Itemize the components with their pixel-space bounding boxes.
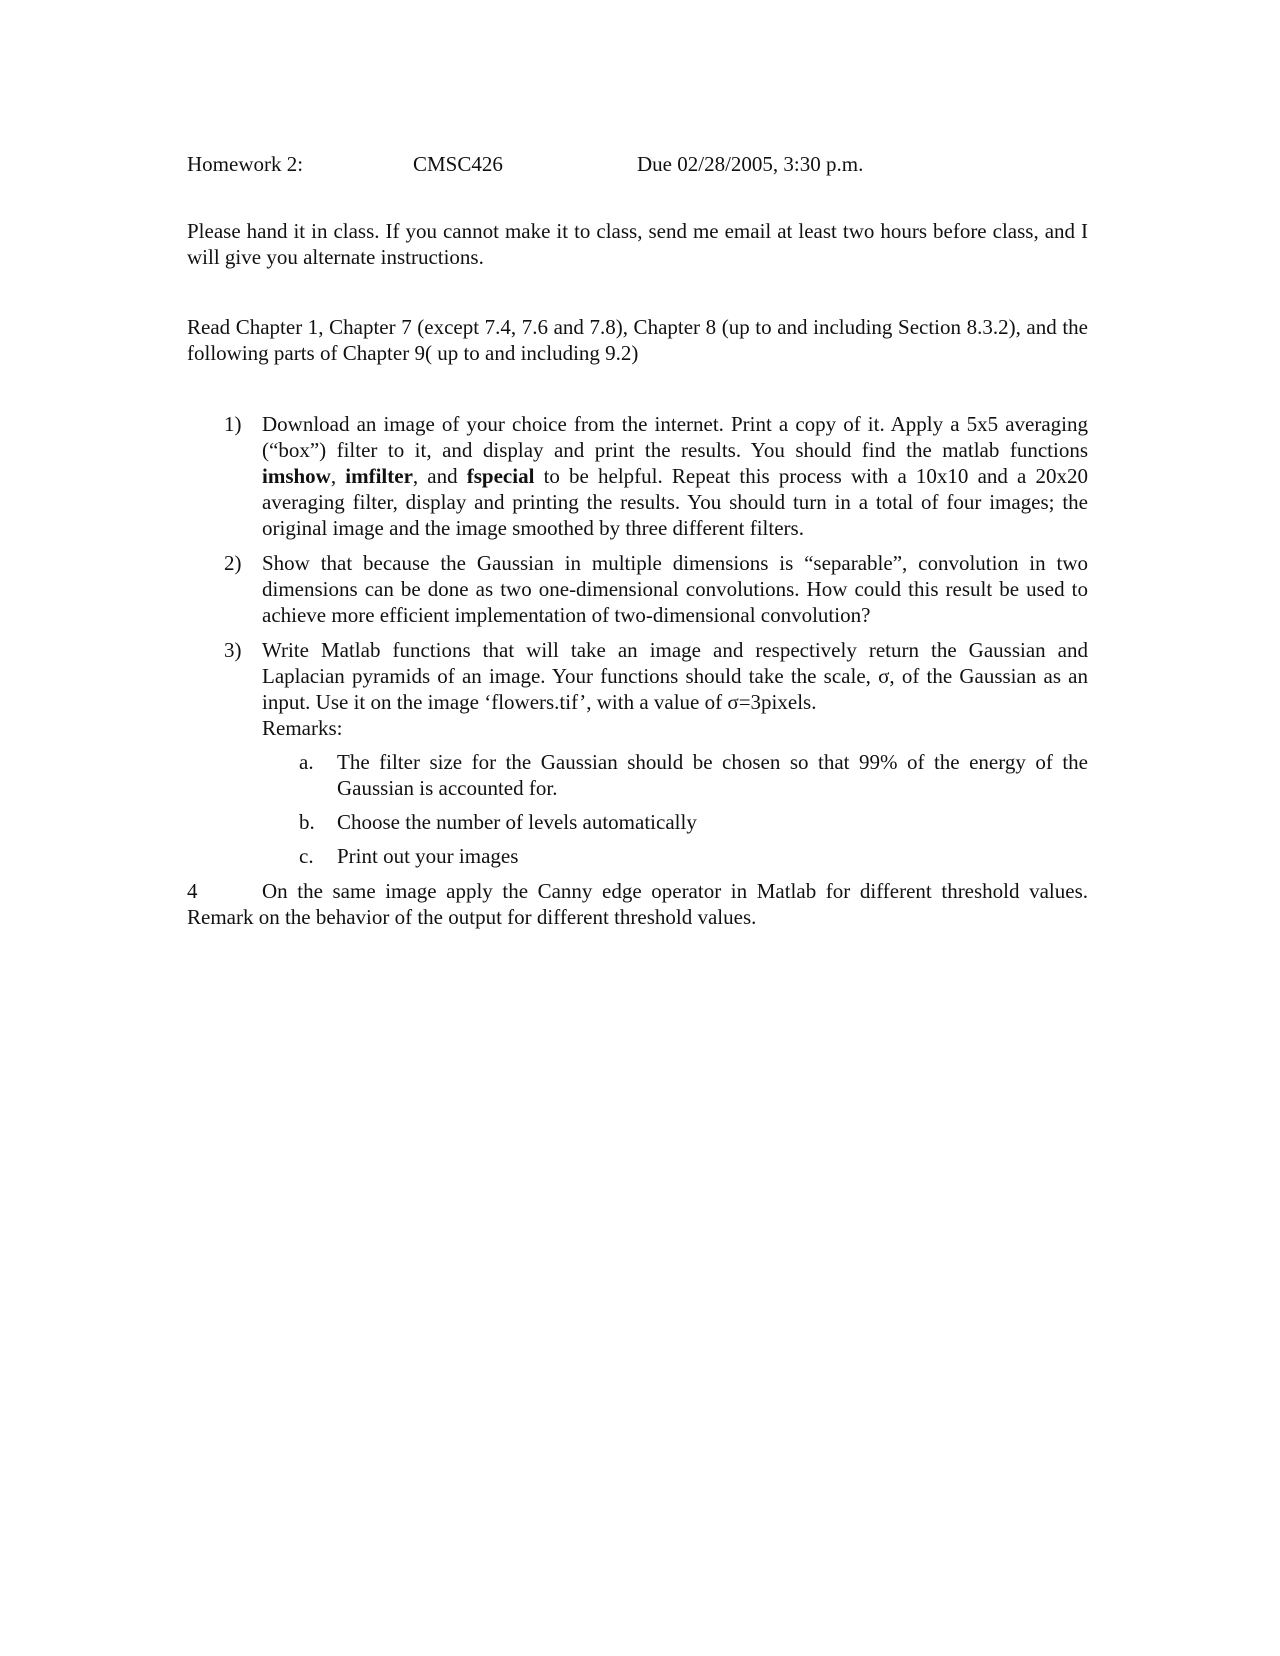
problem-list xyxy=(187,411,1088,930)
remark-text: The filter size for the Gaussian should be chosen so that 99% of the energy of the Gaussian is accounted for. xyxy=(337,750,1088,800)
problem-text: Download an image of your choice from the internet. Print a copy of it. Apply a 5x5 averaging (“box”) filter to it, and display and print the results. You should find the matlab functions xyxy=(262,412,1088,462)
problem-text: to be helpful. Repeat this process with a 10x10 and a 20x20 averaging filter, display and printing the results. You should turn in a total of four images; the original image and the image smoothed by three different filters. xyxy=(262,464,1089,540)
remark-letter: b. xyxy=(299,810,315,834)
reading-assignment: Read Chapter 1, Chapter 7 (except 7.4, 7.6 and 7.8), Chapter 8 (up to and including Section 8.3.2), and the following parts of Chapter 9( up to and including 9.2) xyxy=(187,315,1088,365)
problem-3 xyxy=(187,637,1088,869)
problem-4 xyxy=(187,878,1088,930)
function-name: fspecial xyxy=(466,464,535,488)
hand-in-instructions: Please hand it in class. If you cannot make it to class, send me email at least two hours before class, and I will give you alternate instructions. xyxy=(187,219,1088,269)
problem-number: 4 xyxy=(187,879,198,903)
remark-text: Print out your images xyxy=(337,844,519,868)
problem-text: Write Matlab functions that will take an image and respectively return the Gaussian and Laplacian pyramids of an image. Your functions should take the scale, σ, of the Gaussian as an input. Use it on the image ‘flowers.tif’, with a value of σ=3pixels. xyxy=(262,638,1088,714)
remark-item xyxy=(187,843,1088,869)
remark-text: Choose the number of levels automatically xyxy=(337,810,697,834)
course-code: CMSC426 xyxy=(413,152,503,176)
remark-letter: a. xyxy=(299,750,314,774)
remark-letter: c. xyxy=(299,844,314,868)
problem-1 xyxy=(187,411,1088,541)
separator: , and xyxy=(412,464,467,488)
problem-number: 1) xyxy=(224,412,242,436)
document-header xyxy=(187,151,1087,177)
separator: , xyxy=(330,464,346,488)
due-date: Due 02/28/2005, 3:30 p.m. xyxy=(637,152,864,176)
function-name: imshow xyxy=(262,464,331,488)
homework-title: Homework 2: xyxy=(187,152,304,176)
problem-text: On the same image apply the Canny edge operator in Matlab for different threshold values. Remark on the behavior of the output for different threshold values. xyxy=(187,879,1088,929)
problem-text: Show that because the Gaussian in multiple dimensions is “separable”, convolution in two dimensions can be done as two one-dimensional convolutions. How could this result be used to achieve more efficient implementation of two-dimensional convolution? xyxy=(262,551,1088,627)
problem-2 xyxy=(187,550,1088,628)
problem-number: 2) xyxy=(224,551,242,575)
remark-item xyxy=(187,809,1088,835)
function-name: imfilter xyxy=(345,464,413,488)
remark-item xyxy=(187,749,1088,801)
problem-number: 3) xyxy=(224,638,242,662)
remarks-label: Remarks: xyxy=(262,716,343,740)
